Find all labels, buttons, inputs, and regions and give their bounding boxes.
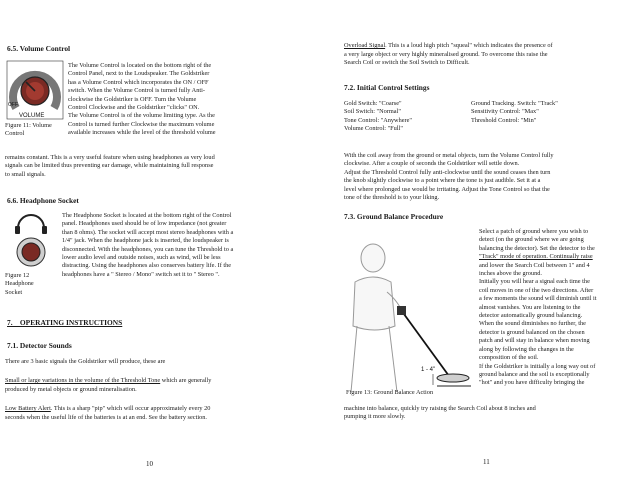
initial-settings-heading: 7.2. Initial Control Settings	[344, 83, 430, 92]
ground-balance-text-continued: machine into balance, quickly try raising the Search Coil about 8 inches and pumping it more slowly.	[344, 405, 536, 421]
dial-volume-text: VOLUME	[19, 113, 45, 119]
page-number-left: 10	[146, 460, 153, 468]
person-silhouette-icon	[351, 244, 403, 392]
settings-left-column: Gold Switch: "Coarse" Soil Switch: "Normal" Tone Control: "Anywhere" Volume Control: "Full"	[344, 100, 413, 133]
headphone-text-block: The Headphone Socket is located at the bottom right of the Control panel. Headphones used should be of low impedance (not greater than 8 ohms). The socket will accept most stereo headphones with a 1/4" jack. When the headphone jack is inserted, the loudspeaker is disconnected. With the headphones, you can tune the Threshold to a lower audio level and outside noises, such as wind, will be less distracting. Using the headphones also conserves battery life. If the headphones have a " Stereo / Mono" switch set it to " Stereo ".	[62, 212, 234, 278]
sounds-intro: There are 3 basic signals the Goldstriker will produce, these are	[5, 358, 166, 365]
headphone-heading: 6.6. Headphone Socket	[7, 196, 79, 205]
headphone-socket-figure	[6, 210, 56, 268]
page-number-right: 11	[483, 458, 490, 466]
low-battery-line-2: seconds when the useful life of the batteries is at an end. See the battery section.	[5, 414, 207, 421]
small-large-line-2: produced by metal objects or ground mineralisation.	[5, 386, 137, 393]
overload-text: a very large object or very highly mineralised ground. To overcome this raise the Search Coil or switch the Soil Switch to Difficult.	[344, 51, 548, 67]
volume-dial-figure	[6, 60, 64, 120]
height-label: 1 - 4"	[421, 367, 436, 373]
initial-settings-text: With the coil away from the ground or metal objects, turn the Volume Control fully clockwise. After a couple of seconds the Goldstriker will settle down. Adjust the Threshold Control fully anti-clockwise until the sound ceases then turn the knob slightly clockwise to a point where the tone is just audible. Set it at a level where prolonged use would be irritating. Adjust the Tone Control so that the tone of the threshold is to your liking.	[344, 152, 554, 202]
low-battery-line: Low Battery Alert. This is a sharp "pip" which will occur approximately every 20	[5, 405, 211, 412]
overload-line: Overload Signal. This is a loud high pitch "squeal" which indicates the presence of	[344, 42, 553, 49]
volume-text-block: The Volume Control is located on the bottom right of the Control Panel, next to the Loudspeaker. The Goldstriker has a Volume Control which incorporates the ON / OFF switch. When the Volume Control is turned fully Anti- clockwise the Goldstriker is OFF. Turn the Volume Control Clockwise and the Goldstriker "clicks" ON. The Volume Control is of the volume limiting type. As the Control is turned further Clockwise the maximum volume available increases while the level of the threshold volume	[68, 62, 216, 137]
right-page	[319, 0, 638, 486]
volume-text-continued: remains constant. This is a very useful feature when using headphones as very loud signals can be limited thus preventing ear damage, while maintaining full response to small signals.	[5, 154, 215, 178]
figure-12-caption: Figure 12 Headphone Socket	[5, 272, 34, 296]
volume-heading: 6.5. Volume Control	[7, 44, 71, 53]
figure-13-caption: Figure 13: Ground Balance Action	[346, 389, 434, 396]
socket-icon	[22, 243, 40, 261]
figure-11-caption: Figure 11: Volume Control	[5, 122, 52, 138]
dial-off-text: OFF	[8, 102, 18, 108]
operating-instructions-heading: 7. OPERATING INSTRUCTIONS	[7, 318, 123, 327]
search-coil-icon	[437, 374, 469, 382]
detector-sounds-heading: 7.1. Detector Sounds	[7, 341, 72, 350]
ground-balance-text-block: Select a patch of ground where you wish to detect (on the ground where we are going balancing the detector). Set the detector to the "Track" mode of operation. Continually raise and lower the Search Coil between 1" and 4 inches above the ground. Initially you will hear a signal each time the coil moves in one of the two directions. After a few moments the sound will diminish until it almost vanishes. You are listening to the detector automatically ground balancing. When the sound diminishes no further, the detector is ground balanced on the chosen patch and will stay in balance when moving along by following the changes in the composition of the soil. If the Goldstriker is initially a long way out of ground balance and the soil is exceptionally "hot" and you have difficulty bringing the	[479, 228, 597, 387]
headphone-icon	[18, 215, 44, 228]
detector-handle-icon	[397, 306, 406, 315]
ground-balance-figure	[341, 226, 473, 394]
small-large-line: Small or large variations in the volume of the Threshold Tone which are generally	[5, 377, 212, 384]
settings-right-column: Ground Tracking. Switch: "Track" Sensitivity Control: "Max" Threshold Control: "Min"	[471, 100, 558, 124]
ground-balance-heading: 7.3. Ground Balance Procedure	[344, 212, 444, 221]
